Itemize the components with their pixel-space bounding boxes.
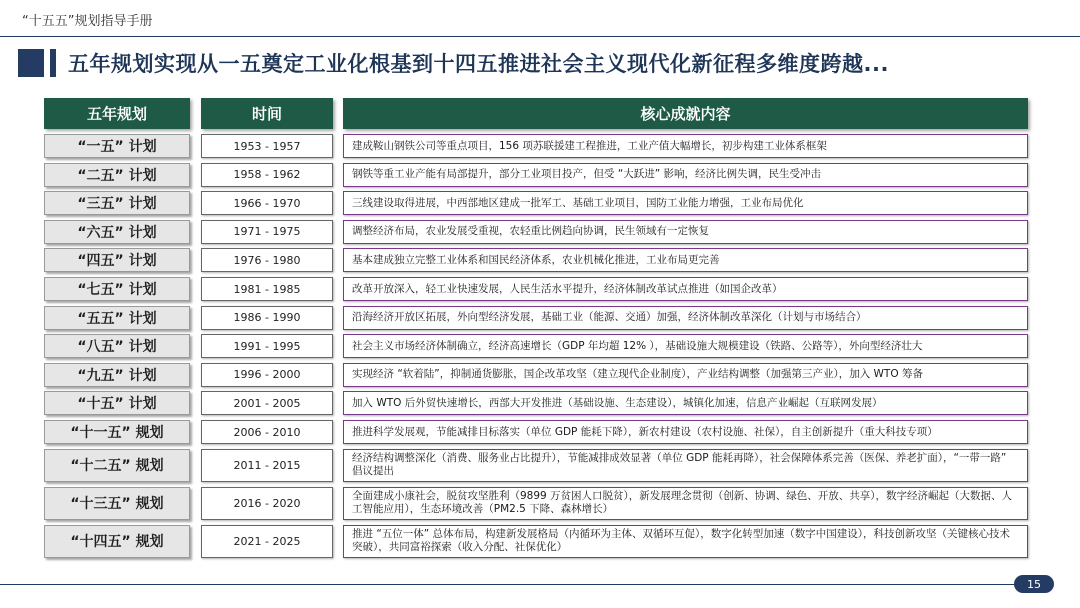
table-row (0, 248, 1080, 272)
plan-cell: “十二五” 规划 (44, 449, 190, 482)
table-row (0, 134, 1080, 158)
table-row (0, 449, 1080, 482)
footer-divider (0, 584, 1030, 585)
header-content: 核心成就内容 (343, 98, 1028, 129)
title-bar (18, 48, 889, 78)
content-cell: 实现经济 “软着陆”，抑制通货膨胀，国企改革攻坚（建立现代企业制度），产业结构调整（加强第三产业），加入 WTO 筹备 (343, 363, 1028, 387)
content-cell: 改革开放深入，轻工业快速发展，人民生活水平提升，经济体制改革试点推进（如国企改革） (343, 277, 1028, 301)
plan-cell: “三五” 计划 (44, 191, 190, 215)
time-cell: 1986 - 1990 (201, 306, 333, 330)
time-cell: 2001 - 2005 (201, 391, 333, 415)
plan-cell: “十五” 计划 (44, 391, 190, 415)
plan-cell: “九五” 计划 (44, 363, 190, 387)
table-row (0, 391, 1080, 415)
content-cell: 全面建成小康社会，脱贫攻坚胜利（9899 万贫困人口脱贫），新发展理念贯彻（创新、协调、绿色、开放、共享），数字经济崛起（大数据、人工智能应用），生态环境改善（PM2.5 下降、森林增长） (343, 487, 1028, 520)
table-row (0, 487, 1080, 520)
content-cell: 三线建设取得进展，中西部地区建成一批军工、基础工业项目，国防工业能力增强，工业布局优化 (343, 191, 1028, 215)
content-cell: 加入 WTO 后外贸快速增长，西部大开发推进（基础设施、生态建设），城镇化加速，信息产业崛起（互联网发展） (343, 391, 1028, 415)
content-cell: 建成鞍山钢铁公司等重点项目，156 项苏联援建工程推进，工业产值大幅增长，初步构建工业体系框架 (343, 134, 1028, 158)
time-cell: 1996 - 2000 (201, 363, 333, 387)
time-cell: 1981 - 1985 (201, 277, 333, 301)
table-row (0, 220, 1080, 244)
table-row (0, 306, 1080, 330)
table-row (0, 363, 1080, 387)
time-cell: 2011 - 2015 (201, 449, 333, 482)
plan-cell: “十一五” 规划 (44, 420, 190, 444)
time-cell: 2021 - 2025 (201, 525, 333, 558)
content-cell: 基本建成独立完整工业体系和国民经济体系，农业机械化推进，工业布局更完善 (343, 248, 1028, 272)
time-cell: 1991 - 1995 (201, 334, 333, 358)
content-cell: 调整经济布局，农业发展受重视，农轻重比例趋向协调，民生领域有一定恢复 (343, 220, 1028, 244)
table-row (0, 334, 1080, 358)
document-title: “十五五”规划指导手册 (22, 14, 153, 29)
content-cell: 推进 “五位一体” 总体布局，构建新发展格局（内循环为主体、双循环互促），数字化转型加速（数字中国建设），科技创新攻坚（关键核心技术突破），共同富裕探索（收入分配、社保优化） (343, 525, 1028, 558)
time-cell: 1953 - 1957 (201, 134, 333, 158)
time-cell: 2006 - 2010 (201, 420, 333, 444)
table-row (0, 420, 1080, 444)
page-number: 15 (1014, 575, 1054, 593)
plan-cell: “一五” 计划 (44, 134, 190, 158)
table-row (0, 191, 1080, 215)
content-cell: 沿海经济开放区拓展，外向型经济发展，基础工业（能源、交通）加强，经济体制改革深化（计划与市场结合） (343, 306, 1028, 330)
table-row (0, 525, 1080, 558)
plan-cell: “十四五” 规划 (44, 525, 190, 558)
plan-cell: “十三五” 规划 (44, 487, 190, 520)
plan-cell: “二五” 计划 (44, 163, 190, 187)
time-cell: 1966 - 1970 (201, 191, 333, 215)
content-cell: 推进科学发展观，节能减排目标落实（单位 GDP 能耗下降），新农村建设（农村设施、社保），自主创新提升（重大科技专项） (343, 420, 1028, 444)
header-plan: 五年规划 (44, 98, 190, 129)
top-divider (0, 36, 1080, 37)
page-title: 五年规划实现从一五奠定工业化根基到十四五推进社会主义现代化新征程多维度跨越... (68, 52, 889, 76)
time-cell: 1958 - 1962 (201, 163, 333, 187)
plan-cell: “六五” 计划 (44, 220, 190, 244)
content-cell: 社会主义市场经济体制确立，经济高速增长（GDP 年均超 12% ），基础设施大规模建设（铁路、公路等），外向型经济壮大 (343, 334, 1028, 358)
time-cell: 1971 - 1975 (201, 220, 333, 244)
time-cell: 2016 - 2020 (201, 487, 333, 520)
title-accent-block (18, 49, 44, 77)
content-cell: 经济结构调整深化（消费、服务业占比提升），节能减排成效显著（单位 GDP 能耗再降），社会保障体系完善（医保、养老扩面），“一带一路” 倡议提出 (343, 449, 1028, 482)
plan-cell: “七五” 计划 (44, 277, 190, 301)
table-row (0, 163, 1080, 187)
plan-cell: “八五” 计划 (44, 334, 190, 358)
plan-cell: “五五” 计划 (44, 306, 190, 330)
content-cell: 钢铁等重工业产能有局部提升，部分工业项目投产，但受 “大跃进” 影响，经济比例失调，民生受冲击 (343, 163, 1028, 187)
table-row (0, 277, 1080, 301)
time-cell: 1976 - 1980 (201, 248, 333, 272)
title-accent-bar (50, 49, 56, 77)
plan-cell: “四五” 计划 (44, 248, 190, 272)
header-time: 时间 (201, 98, 333, 129)
